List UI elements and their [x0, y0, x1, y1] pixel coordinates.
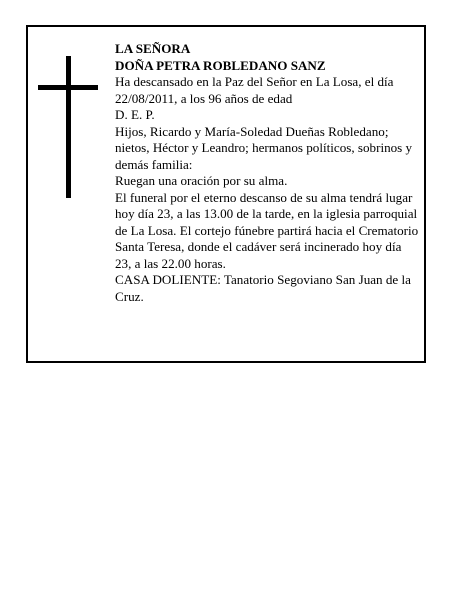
heading-title: LA SEÑORA	[115, 41, 191, 56]
obituary-text	[115, 41, 420, 305]
family-list: Hijos, Ricardo y María-Soledad Dueñas Robledano; nietos, Héctor y Leandro; hermanos políticos, sobrinos y demás familia:	[115, 123, 413, 172]
deceased-name: DOÑA PETRA ROBLEDANO SANZ	[115, 57, 326, 73]
death-announcement: Ha descansado en la Paz del Señor en La Losa, el día 22/08/2011, a los 96 años de edad	[115, 74, 394, 106]
cross-icon	[66, 56, 71, 198]
mourning-house: CASA DOLIENTE: Tanatorio Segoviano San Juan de la Cruz.	[115, 272, 411, 304]
cross-icon-crossbar	[38, 85, 98, 90]
prayer-request: Ruegan una oración por su alma.	[115, 173, 288, 188]
rip-text: D. E. P.	[115, 107, 155, 122]
funeral-details: El funeral por el eterno descanso de su alma tendrá lugar hoy día 23, a las 13.00 de la tarde, en la iglesia parroquial de La Losa. El cortejo fúnebre partirá hacia el Crematorio Santa Teresa, donde el cadáver será incinerado hoy día 23, a las 22.00 horas.	[115, 189, 419, 271]
obituary-notice	[26, 25, 426, 363]
